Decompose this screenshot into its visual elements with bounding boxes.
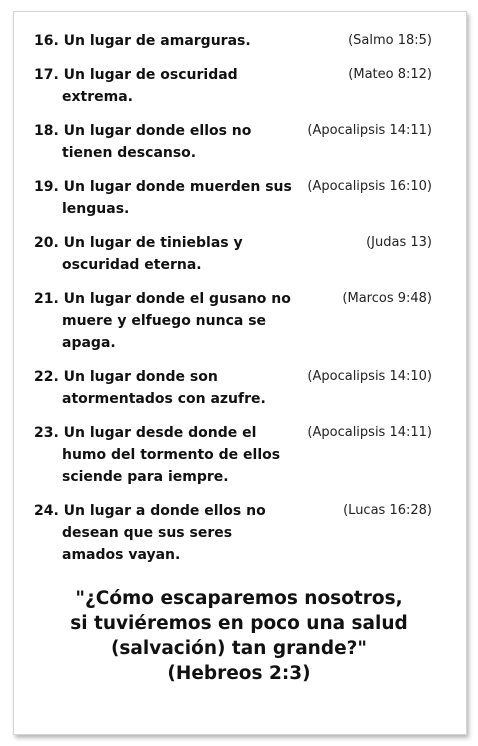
item-text: 24. Un lugar a donde ellos no desean que sus seres amados vayan. bbox=[34, 503, 266, 563]
closing-quote bbox=[24, 586, 454, 686]
scripture-reference: (Mateo 8:12) bbox=[348, 67, 432, 82]
scripture-reference: (Apocalipsis 16:10) bbox=[307, 179, 432, 194]
scripture-reference: (Apocalipsis 14:11) bbox=[307, 123, 432, 138]
scripture-reference: (Salmo 18:5) bbox=[348, 33, 432, 48]
list-item bbox=[34, 232, 432, 276]
item-text: 16. Un lugar de amarguras. bbox=[34, 33, 251, 49]
item-text: 22. Un lugar donde son atormentados con azufre. bbox=[34, 369, 266, 407]
item-text: 23. Un lugar desde donde el humo del tormento de ellos sciende para iempre. bbox=[34, 425, 281, 485]
scripture-reference: (Judas 13) bbox=[366, 235, 432, 250]
item-text: 17. Un lugar de oscuridad extrema. bbox=[34, 67, 238, 105]
quote-line: "¿Cómo escaparemos nosotros, bbox=[75, 588, 403, 609]
item-text: 18. Un lugar donde ellos no tienen descanso. bbox=[34, 123, 252, 161]
list-item bbox=[34, 64, 432, 108]
quote-line: (salvación) tan grande?" bbox=[110, 638, 368, 659]
scripture-reference: (Apocalipsis 14:11) bbox=[307, 425, 432, 440]
list-item bbox=[34, 288, 432, 354]
list-item bbox=[34, 422, 432, 488]
list-item bbox=[34, 120, 432, 164]
item-text: 19. Un lugar donde muerden sus lenguas. bbox=[34, 179, 292, 217]
item-text: 20. Un lugar de tinieblas y oscuridad eterna. bbox=[34, 235, 243, 273]
list-item bbox=[34, 30, 432, 52]
scripture-reference: (Lucas 16:28) bbox=[343, 503, 432, 518]
list-item bbox=[34, 176, 432, 220]
quote-line: si tuviéremos en poco una salud bbox=[70, 613, 408, 634]
quote-citation: (Hebreos 2:3) bbox=[167, 663, 311, 684]
list-item bbox=[34, 500, 432, 566]
scripture-reference: (Apocalipsis 14:10) bbox=[307, 369, 432, 384]
list-item bbox=[34, 366, 432, 410]
scripture-reference: (Marcos 9:48) bbox=[342, 291, 432, 306]
list bbox=[34, 30, 432, 578]
item-text: 21. Un lugar donde el gusano no muere y elfuego nunca se apaga. bbox=[34, 291, 291, 351]
